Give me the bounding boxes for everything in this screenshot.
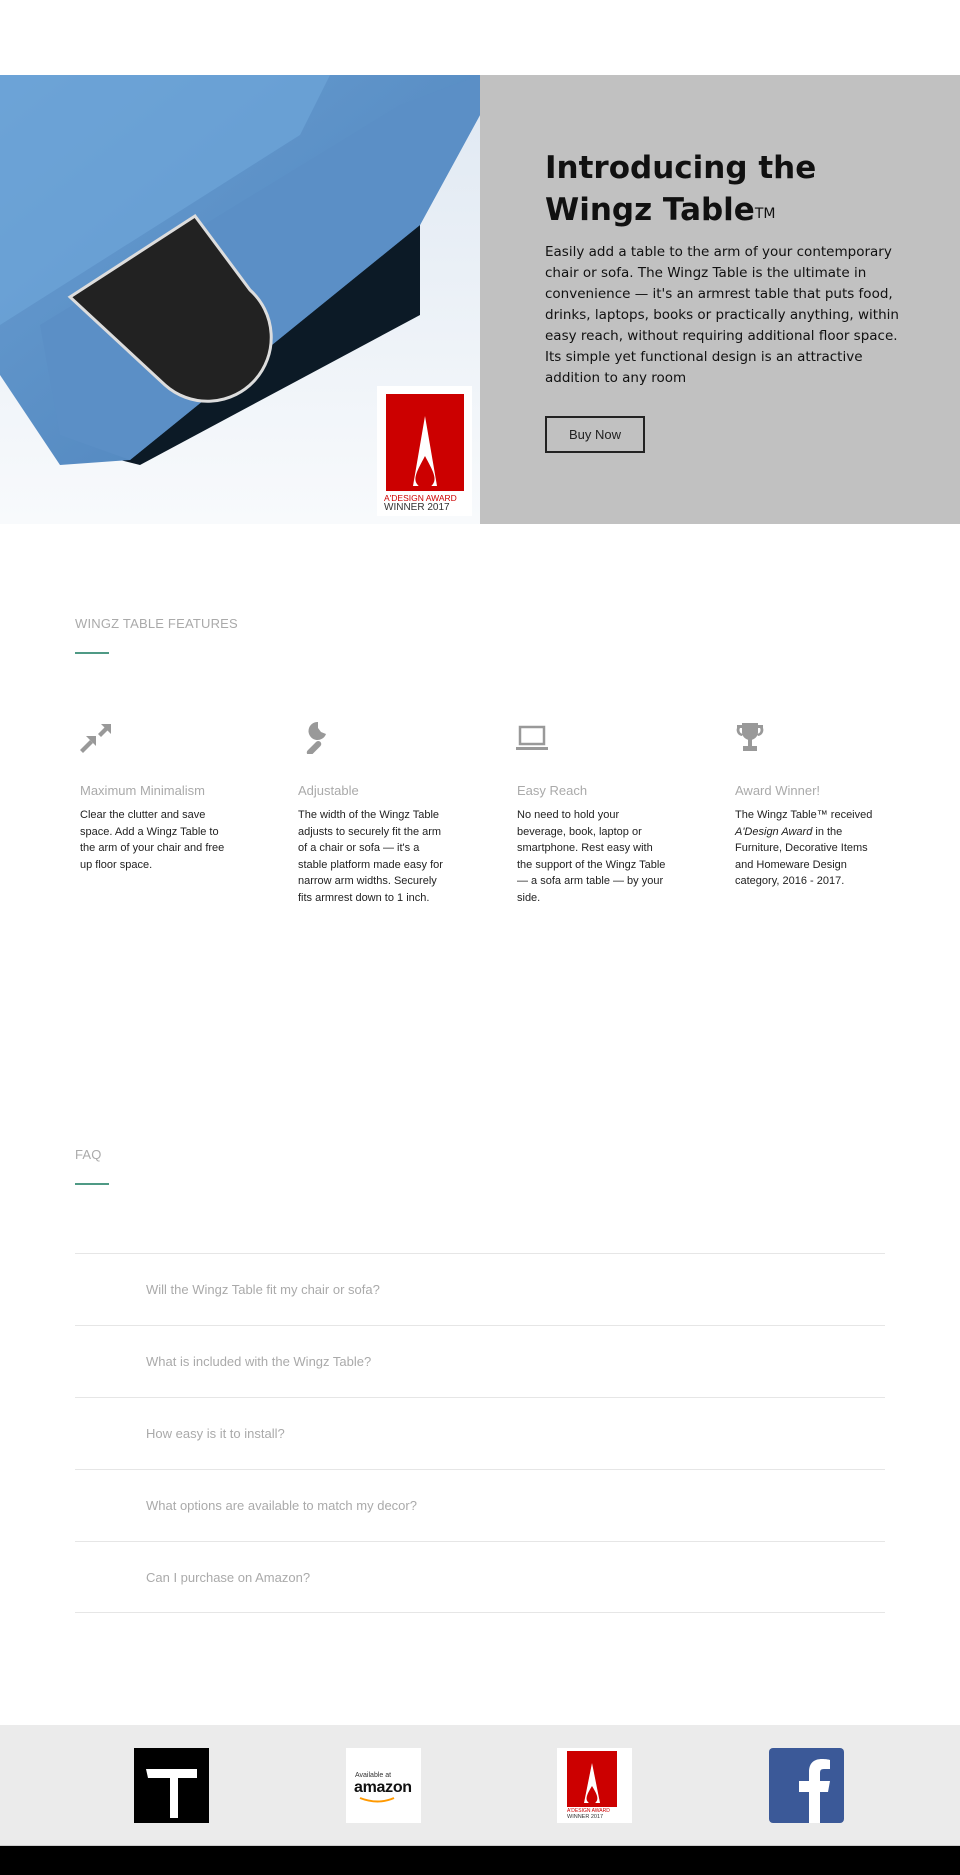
award-badge [377, 386, 472, 516]
feature-title: Maximum Minimalism [80, 783, 205, 798]
trophy-icon [733, 720, 767, 754]
features-underline [75, 652, 109, 654]
faq-heading: FAQ [75, 1147, 102, 1162]
feature-text: Clear the clutter and save space. Add a Wingz Table to the arm of your chair and free up floor space. [80, 809, 225, 871]
faq-question[interactable]: Can I purchase on Amazon? [146, 1570, 311, 1585]
faq-question[interactable]: What is included with the Wingz Table? [146, 1354, 372, 1369]
faq-item[interactable] [75, 1541, 885, 1613]
hero-title [545, 147, 925, 231]
faq-question[interactable]: What options are available to match my decor? [146, 1498, 417, 1513]
hero-description: Easily add a table to the arm of your contemporary chair or sofa. The Wingz Table is the ultimate in convenience — it's an armrest table that puts food, drinks, laptops, books or practically anything, within easy reach, without requiring additional floor space. Its simple yet functional design is an attractive addition to any room [545, 244, 899, 386]
hero-product-image [0, 75, 480, 524]
facebook-link[interactable] [769, 1748, 844, 1823]
award-text-pre: The Wingz Table™ received [735, 809, 873, 821]
faq-item[interactable] [75, 1397, 885, 1469]
feature-text: The width of the Wingz Table adjusts to securely fit the arm of a chair or sofa — it's a stable platform made easy for narrow arm widths. Securely fits armrest down to 1 inch. [298, 809, 443, 904]
feature-award-winner [735, 720, 915, 890]
award-link[interactable] [557, 1748, 632, 1823]
laptop-icon [515, 720, 549, 754]
amazon-smile-icon [358, 1796, 398, 1804]
brand-t-logo-icon [134, 1748, 209, 1823]
wrench-icon [296, 720, 330, 754]
feature-title: Award Winner! [735, 783, 821, 798]
award-badge-line1: A'DESIGN AWARD [384, 493, 457, 503]
faq-question[interactable]: Will the Wingz Table fit my chair or sofa? [146, 1282, 380, 1297]
hero-panel [480, 75, 960, 524]
amazon-small-text: Available at [355, 1772, 392, 1779]
award-badge-line2: WINNER 2017 [384, 502, 450, 513]
feature-maximum-minimalism [80, 720, 260, 873]
award-line1: A'DESIGN AWARD [567, 1808, 610, 1814]
faq-item[interactable] [75, 1469, 885, 1541]
bottom-bar [0, 1846, 960, 1875]
faq-question[interactable]: How easy is it to install? [146, 1426, 285, 1441]
hero-title-text: Introducing the Wingz Table [545, 150, 817, 228]
amazon-wordmark: amazon [354, 1779, 412, 1796]
faq-item[interactable] [75, 1253, 885, 1325]
feature-text [735, 807, 885, 890]
trademark-mark: TM [754, 206, 776, 222]
faq-item[interactable] [75, 1325, 885, 1397]
compress-icon [78, 720, 112, 754]
award-name: A'Design Award [735, 825, 813, 838]
features-heading: WINGZ TABLE FEATURES [75, 616, 238, 631]
feature-easy-reach [517, 720, 697, 906]
award-line2: WINNER 2017 [567, 1814, 604, 1820]
brand-logo-link[interactable] [134, 1748, 209, 1823]
amazon-link[interactable] [346, 1748, 421, 1823]
footer [0, 1725, 960, 1846]
award-text-post: in the Furniture, Decorative Items and Homeware Design category, 2016 - 2017. [735, 825, 868, 887]
feature-adjustable [298, 720, 478, 906]
faq-underline [75, 1183, 109, 1185]
facebook-icon [769, 1748, 844, 1823]
feature-text: No need to hold your beverage, book, laptop or smartphone. Rest easy with the support of the Wingz Table — a sofa arm table — by your side. [517, 809, 666, 904]
feature-title: Easy Reach [517, 783, 588, 798]
buy-now-button[interactable]: Buy Now [545, 416, 645, 453]
feature-title: Adjustable [298, 783, 359, 798]
